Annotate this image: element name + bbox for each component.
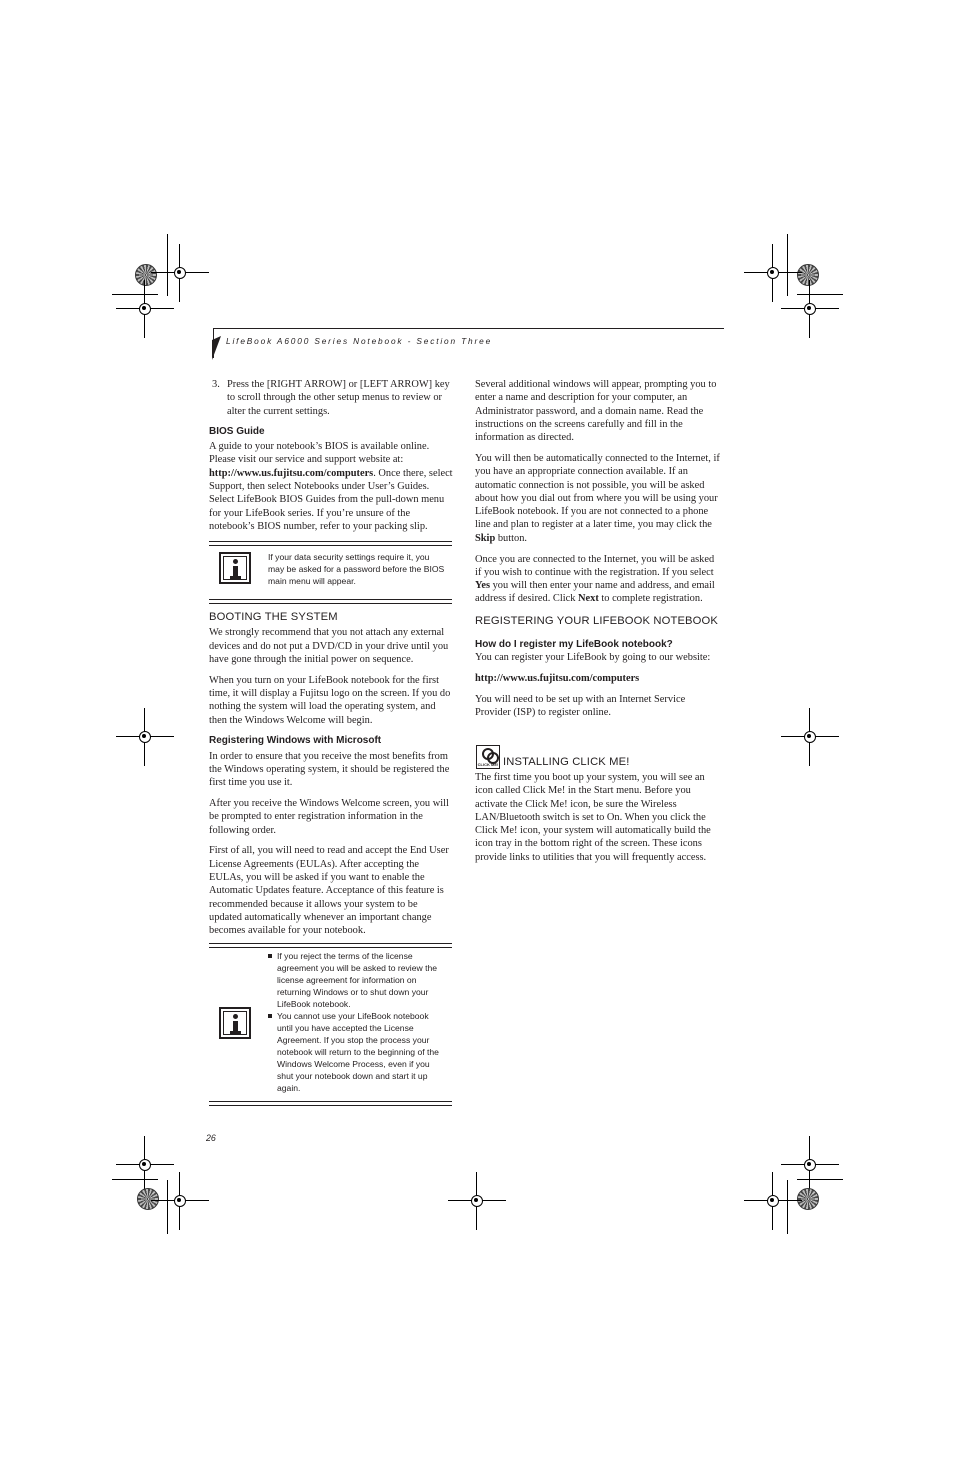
left-column: [209, 378, 453, 541]
note-2-list: [268, 950, 446, 1094]
registration-mark: [781, 708, 839, 766]
right-column: [475, 378, 721, 727]
registration-mark: [151, 1172, 209, 1230]
step-number: 3.: [212, 379, 220, 390]
page-number: 26: [206, 1133, 216, 1143]
registration-mark: [781, 280, 839, 338]
support-url[interactable]: http://www.us.fujitsu.com/computers: [209, 467, 374, 479]
register-p2: You will need to be set up with an Internet Service Provider (ISP) to register online.: [475, 693, 686, 719]
bios-guide-heading: BIOS Guide: [209, 425, 265, 437]
registration-mark: [744, 1172, 802, 1230]
list-item: You cannot use your LifeBook notebook until you have accepted the License Agreement. If you stop the process your notebook will return to the beginning of the Windows Welcome Process, even if you shut your notebook down and start it up again.: [268, 1010, 446, 1094]
registering-ms-p2: After you receive the Windows Welcome screen, you will be prompted to enter registration information in the following order.: [209, 798, 449, 836]
registration-mark: [116, 708, 174, 766]
how-register-heading: How do I register my LifeBook notebook?: [475, 639, 673, 651]
registration-mark: [448, 1172, 506, 1230]
booting-section: [209, 611, 453, 945]
registering-ms-p3: First of all, you will need to read and accept the End User License Agreements (EULAs). After accepting the EULAs, you will be asked if you want to enable the Automatic Updates feature. Acceptance of this feature is recommended because it allows your system to be updated automatically whenever an important change becomes available for your notebook.: [209, 845, 449, 937]
bios-guide-text: A guide to your notebook’s BIOS is available online. Please visit our service and support website at: http://www.us.fujitsu.com/computers. Once there, select Support, then select Notebooks under User’s Guides. Select LifeBook BIOS Guides from the pull-down menu for your LifeBook series. If you’re unsure of the notebook’s BIOS number, refer to your packing slip.: [209, 441, 453, 532]
header-corner-mark: [212, 336, 222, 360]
booting-p2: When you turn on your LifeBook notebook for the first time, it will display a Fujitsu logo on the screen. If you do nothing the system will load the operating system, and then the Windows Welcome will begin.: [209, 674, 451, 726]
booting-heading: BOOTING THE SYSTEM: [209, 611, 338, 623]
register-p1: You can register your LifeBook by going to our website:: [475, 652, 711, 664]
registering-ms-heading: Registering Windows with Microsoft: [209, 735, 382, 747]
yes-label: Yes: [475, 580, 491, 592]
register-url[interactable]: http://www.us.fujitsu.com/computers: [475, 673, 640, 685]
booting-p1: We strongly recommend that you not attach any external devices and do not put a DVD/CD in your drive until you have gone through the initial power on sequence.: [209, 627, 449, 665]
step-3: [209, 378, 453, 418]
info-icon: [219, 552, 251, 584]
list-item: If you reject the terms of the license agreement you will be asked to review the license agreement for information on returning Windows or to shut down your LifeBook notebook.: [268, 950, 446, 1010]
registration-mark: [116, 280, 174, 338]
step-text: Press the [RIGHT ARROW] or [LEFT ARROW] key to scroll through the other setup menus to review or alter the current settings.: [227, 379, 450, 417]
skip-label: Skip: [475, 532, 496, 544]
right-p1: Several additional windows will appear, prompting you to enter a name and description for your computer, an Administrator password, and a domain name. Read the instructions on the screens carefully and fill in the information as directed.: [475, 379, 717, 444]
next-label: Next: [578, 593, 599, 605]
registering-ms-p1: In order to ensure that you receive the most benefits from the Windows operating system, it should be registered the first time you use it.: [209, 750, 450, 789]
click-me-heading: INSTALLING CLICK ME!: [503, 756, 630, 768]
right-p3: Once you are connected to the Internet, you will be asked if you wish to continue with the registration. If you select Yes you will then enter your name and address, and email address if desired. Click Next to complete registration.: [475, 553, 715, 605]
click-me-text: The first time you boot up your system, you will see an icon called Click Me! in the Start menu. Before you activate the Click Me! icon, be sure the Wireless LAN/Bluetooth switch is set to On. When you click the Click Me! icon, your system will automatically build the icon tray in the bottom right of the screen. These icons provide links to utilities that you will frequently access.: [475, 772, 711, 863]
click-me-icon: CLICK ME!: [476, 745, 500, 769]
note-1-text: If your data security settings require it, you may be asked for a password before the BIOS main menu will appear.: [268, 552, 445, 586]
registering-lifebook-heading: REGISTERING YOUR LIFEBOOK NOTEBOOK: [475, 614, 718, 627]
right-p2: You will then be automatically connected to the Internet, if you have an appropriate connection available. If an automatic connection is not possible, you will be asked about how you dial out from where you will be using your LifeBook notebook. If you are not connected to a phone line and plan to register at a later time, you may click the Skip button.: [475, 452, 720, 544]
running-title: LifeBook A6000 Series Notebook - Section Three: [226, 336, 493, 346]
info-icon: [219, 1007, 251, 1039]
